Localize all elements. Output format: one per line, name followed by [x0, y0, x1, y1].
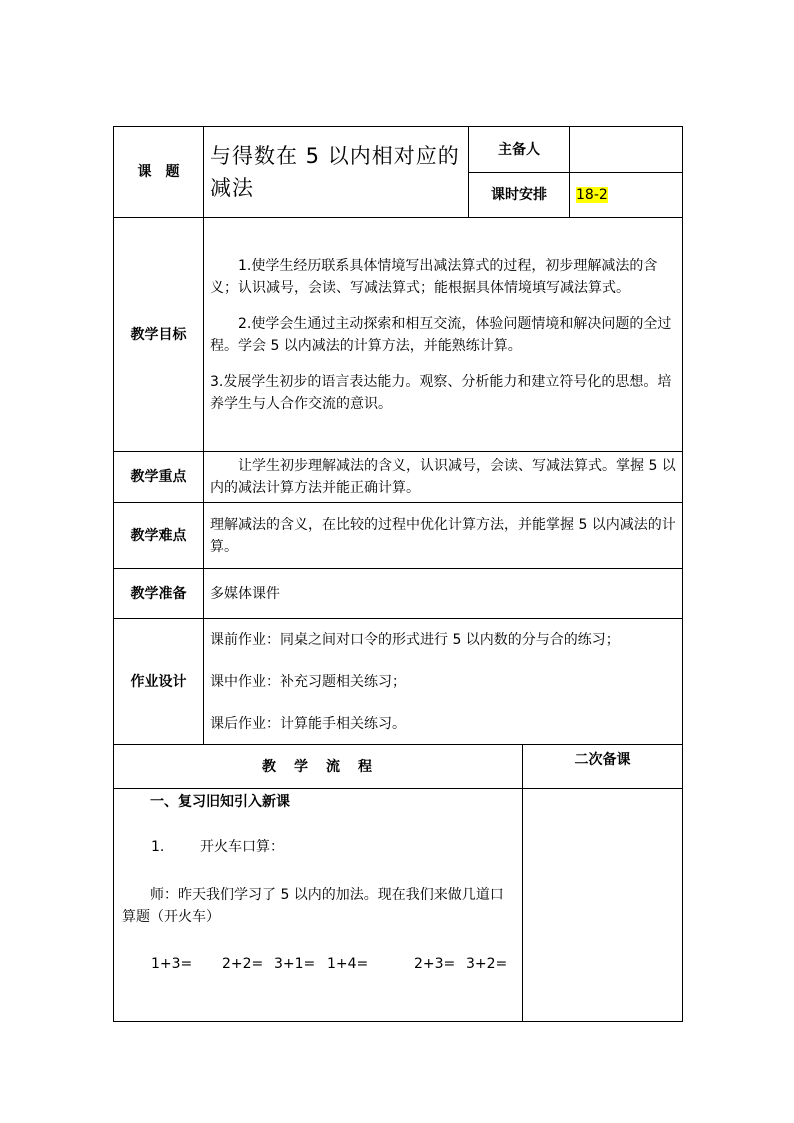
homework-label: 作业设计: [114, 619, 204, 745]
section-review-title: 一、复习旧知引入新课: [150, 794, 290, 810]
topic-label: 课 题: [114, 127, 204, 218]
lesson-info-table: [113, 126, 683, 745]
flow-header: 教 学 流 程: [114, 745, 523, 789]
key-points-text: 让学生初步理解减法的含义，认识减号，会读、写减法算式。掌握 5 以内的减法计算方法并能正确计算。: [210, 458, 676, 496]
schedule-cell: [570, 173, 683, 218]
homework-item-2: 课中作业：补充习题相关练习；: [210, 673, 406, 690]
difficulties-label: 教学难点: [114, 503, 204, 569]
objective-1: 1.使学生经历联系具体情境写出减法算式的过程，初步理解减法的含义；认识减号，会读、写减法算式；能根据具体情境填写减法算式。: [210, 257, 658, 296]
difficulties-cell: [204, 503, 683, 569]
equation-6: 3+2=: [466, 956, 508, 972]
topic-title: 与得数在 5 以内相对应的减法: [204, 127, 469, 218]
key-points-label: 教学重点: [114, 452, 204, 503]
preparer-value: [570, 127, 683, 173]
difficulties-text: 理解减法的含义，在比较的过程中优化计算方法，并能掌握 5 以内减法的计算。: [210, 516, 676, 555]
objective-3: 3.发展学生初步的语言表达能力。观察、分析能力和建立符号化的思想。培养学生与人合作交流的意识。: [210, 373, 672, 412]
equation-3: 3+1=: [274, 956, 316, 972]
homework-item-3: 课后作业：计算能手相关练习。: [210, 715, 406, 732]
preparation-label: 教学准备: [114, 569, 204, 619]
preparation-text: 多媒体课件: [210, 585, 280, 602]
equation-5: 2+3=: [414, 956, 456, 972]
schedule-value: 18-2: [576, 187, 608, 203]
preparation-cell: [204, 569, 683, 619]
equation-4: 1+4=: [327, 956, 369, 972]
equation-2: 2+2=: [222, 956, 264, 972]
homework-item-1: 课前作业：同桌之间对口令的形式进行 5 以内数的分与合的练习；: [210, 631, 620, 648]
flow-content: [114, 789, 523, 1022]
teaching-flow-table: [113, 744, 683, 1022]
equation-1: 1+3=: [151, 956, 193, 972]
key-points-cell: [204, 452, 683, 503]
step-1-text: 开火车口算：: [200, 839, 284, 855]
teacher-line: 师：昨天我们学习了 5 以内的加法。现在我们来做几道口算题（开火车）: [122, 887, 504, 925]
objective-2: 2.使学会生通过主动探索和相互交流，体验问题情境和解决问题的全过程。学会 5 以内减法的计算方法，并能熟练计算。: [210, 315, 672, 354]
step-1-number: 1.: [151, 839, 165, 855]
objectives-label: 教学目标: [114, 218, 204, 452]
schedule-label: 课时安排: [469, 173, 570, 218]
second-prep-header: 二次备课: [523, 745, 683, 789]
second-prep-content: [523, 789, 683, 1022]
preparer-label: 主备人: [469, 127, 570, 173]
objectives-content: [204, 218, 683, 452]
homework-content: [204, 619, 683, 745]
